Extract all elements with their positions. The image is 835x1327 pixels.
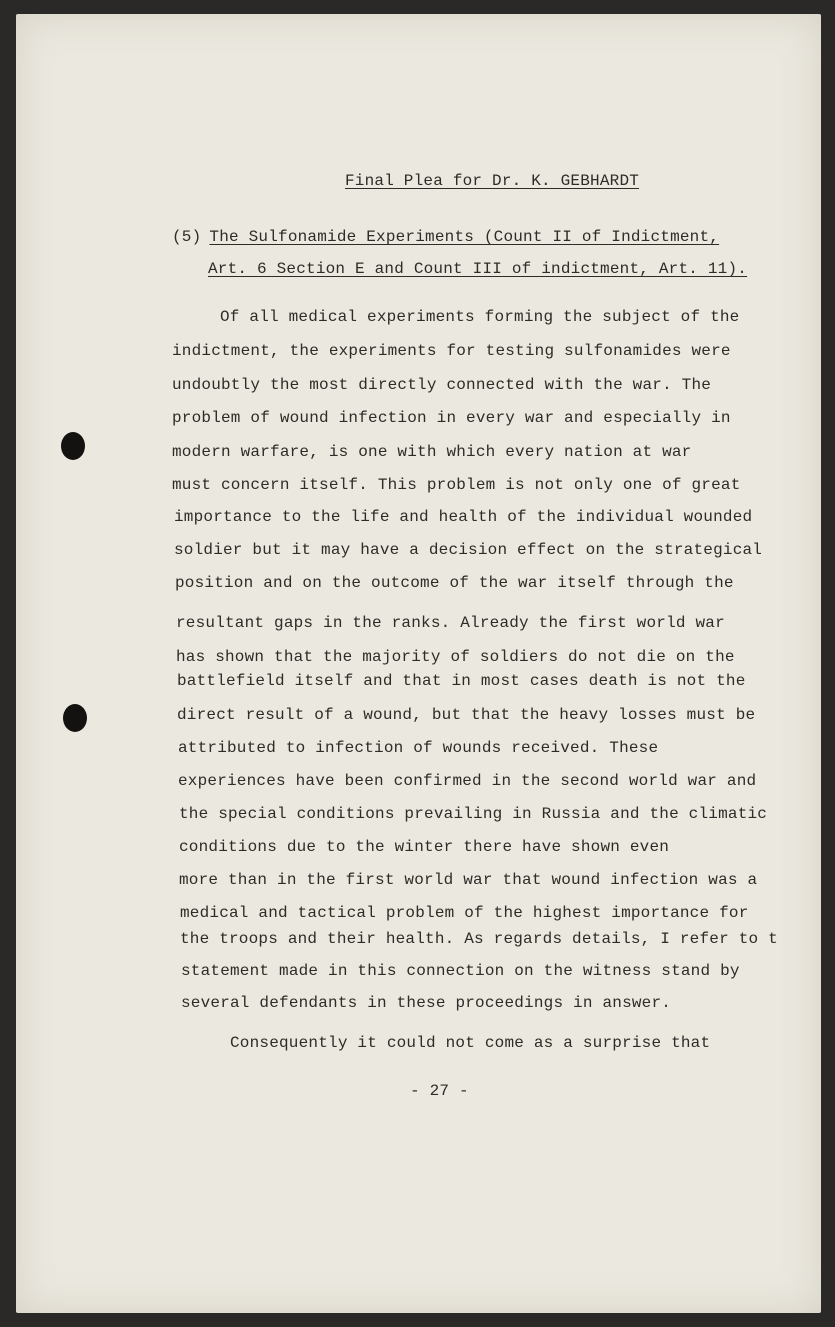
body-line: modern warfare, is one with which every nation at war: [172, 443, 692, 461]
body-line: indictment, the experiments for testing sulfonamides were: [172, 342, 731, 360]
body-line: direct result of a wound, but that the heavy losses must be: [177, 706, 756, 724]
body-line: the troops and their health. As regards details, I refer to t: [180, 930, 778, 948]
body-line: more than in the first world war that wound infection was a: [179, 871, 758, 889]
section-heading-text: The Sulfonamide Experiments (Count II of Indictment,: [209, 228, 720, 246]
section-number: (5): [172, 228, 202, 246]
body-line: medical and tactical problem of the highest importance for: [180, 904, 749, 922]
body-line: problem of wound infection in every war and especially in: [172, 409, 731, 427]
body-line: Of all medical experiments forming the subject of the: [220, 308, 740, 326]
body-line: conditions due to the winter there have shown even: [179, 838, 670, 856]
body-line: statement made in this connection on the witness stand by: [181, 962, 740, 980]
punch-hole: [63, 704, 87, 732]
section-heading-line-2: Art. 6 Section E and Count III of indictment, Art. 11).: [208, 260, 748, 278]
body-line: Consequently it could not come as a surprise that: [230, 1034, 711, 1052]
body-line: has shown that the majority of soldiers do not die on the: [176, 648, 735, 666]
body-line: the special conditions prevailing in Russia and the climatic: [179, 805, 768, 823]
body-line: several defendants in these proceedings in answer.: [181, 994, 672, 1012]
body-line: attributed to infection of wounds received. These: [178, 739, 659, 757]
body-line: soldier but it may have a decision effect on the strategical: [174, 541, 763, 559]
section-heading-line-1: [172, 228, 719, 246]
body-line: battlefield itself and that in most cases death is not the: [177, 672, 746, 690]
body-line: position and on the outcome of the war itself through the: [175, 574, 734, 592]
document-title: Final Plea for Dr. K. GEBHARDT: [345, 172, 640, 190]
body-line: experiences have been confirmed in the second world war and: [178, 772, 757, 790]
body-line: must concern itself. This problem is not only one of great: [172, 476, 741, 494]
body-line: importance to the life and health of the individual wounded: [174, 508, 753, 526]
body-line: undoubtly the most directly connected with the war. The: [172, 376, 712, 394]
body-line: resultant gaps in the ranks. Already the first world war: [176, 614, 725, 632]
punch-hole: [61, 432, 85, 460]
page-number: - 27 -: [410, 1082, 469, 1100]
